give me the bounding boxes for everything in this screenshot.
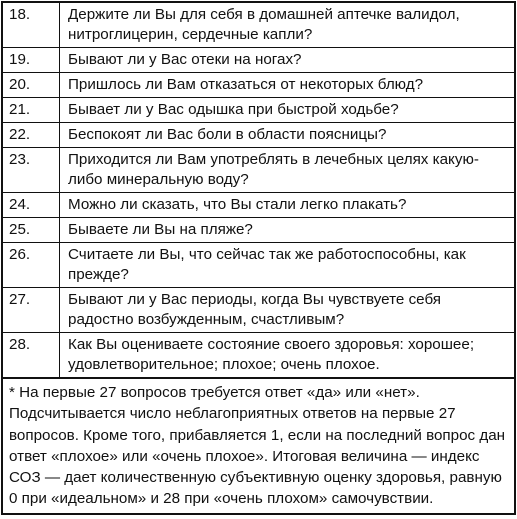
table-row — [3, 123, 514, 148]
question-text: Бывают ли у Вас периоды, когда Вы чувствуете себя радостно возбужденным, счастливым? — [60, 288, 515, 333]
table-row — [3, 333, 514, 379]
question-number: 28. — [3, 333, 60, 379]
table-row — [3, 193, 514, 218]
question-number: 20. — [3, 73, 60, 98]
question-text: Как Вы оцениваете состояние своего здоровья: хорошее; удовлетворительное; плохое; очень плохое. — [60, 333, 515, 379]
question-number: 26. — [3, 243, 60, 288]
question-text: Приходится ли Вам употреблять в лечебных целях какую-либо минеральную воду? — [60, 148, 515, 193]
question-number: 21. — [3, 98, 60, 123]
question-text: Держите ли Вы для себя в домашней аптечке валидол, нитроглицерин, сердечные капли? — [60, 3, 515, 48]
table-row — [3, 73, 514, 98]
question-number: 22. — [3, 123, 60, 148]
question-text: Бывает ли у Вас одышка при быстрой ходьбе? — [60, 98, 515, 123]
table-row — [3, 48, 514, 73]
question-number: 23. — [3, 148, 60, 193]
question-text: Беспокоят ли Вас боли в области поясницы? — [60, 123, 515, 148]
footnote: * На первые 27 вопросов требуется ответ «да» или «нет». Подсчитывается число неблагоприятных ответов на первые 27 вопросов. Кроме того, прибавляется 1, если на последний вопрос дан ответ «плохое» или «очень плохое». Итоговая величина — индекс СОЗ — дает количественную субъективную оценку здоровья, равную 0 при «идеальном» и 28 при «очень плохом» самочувствии. — [9, 384, 506, 508]
questionnaire-table — [3, 3, 514, 379]
question-text: Считаете ли Вы, что сейчас так же работоспособны, как прежде? — [60, 243, 515, 288]
table-row — [3, 98, 514, 123]
question-text: Бывают ли у Вас отеки на ногах? — [60, 48, 515, 73]
question-number: 27. — [3, 288, 60, 333]
question-text: Пришлось ли Вам отказаться от некоторых блюд? — [60, 73, 515, 98]
question-text: Бываете ли Вы на пляже? — [60, 218, 515, 243]
table-row — [3, 148, 514, 193]
question-number: 18. — [3, 3, 60, 48]
questionnaire-document — [1, 1, 516, 515]
table-row — [3, 3, 514, 48]
question-number: 25. — [3, 218, 60, 243]
question-number: 19. — [3, 48, 60, 73]
question-number: 24. — [3, 193, 60, 218]
question-text: Можно ли сказать, что Вы стали легко плакать? — [60, 193, 515, 218]
table-row — [3, 218, 514, 243]
table-row — [3, 243, 514, 288]
table-row — [3, 288, 514, 333]
